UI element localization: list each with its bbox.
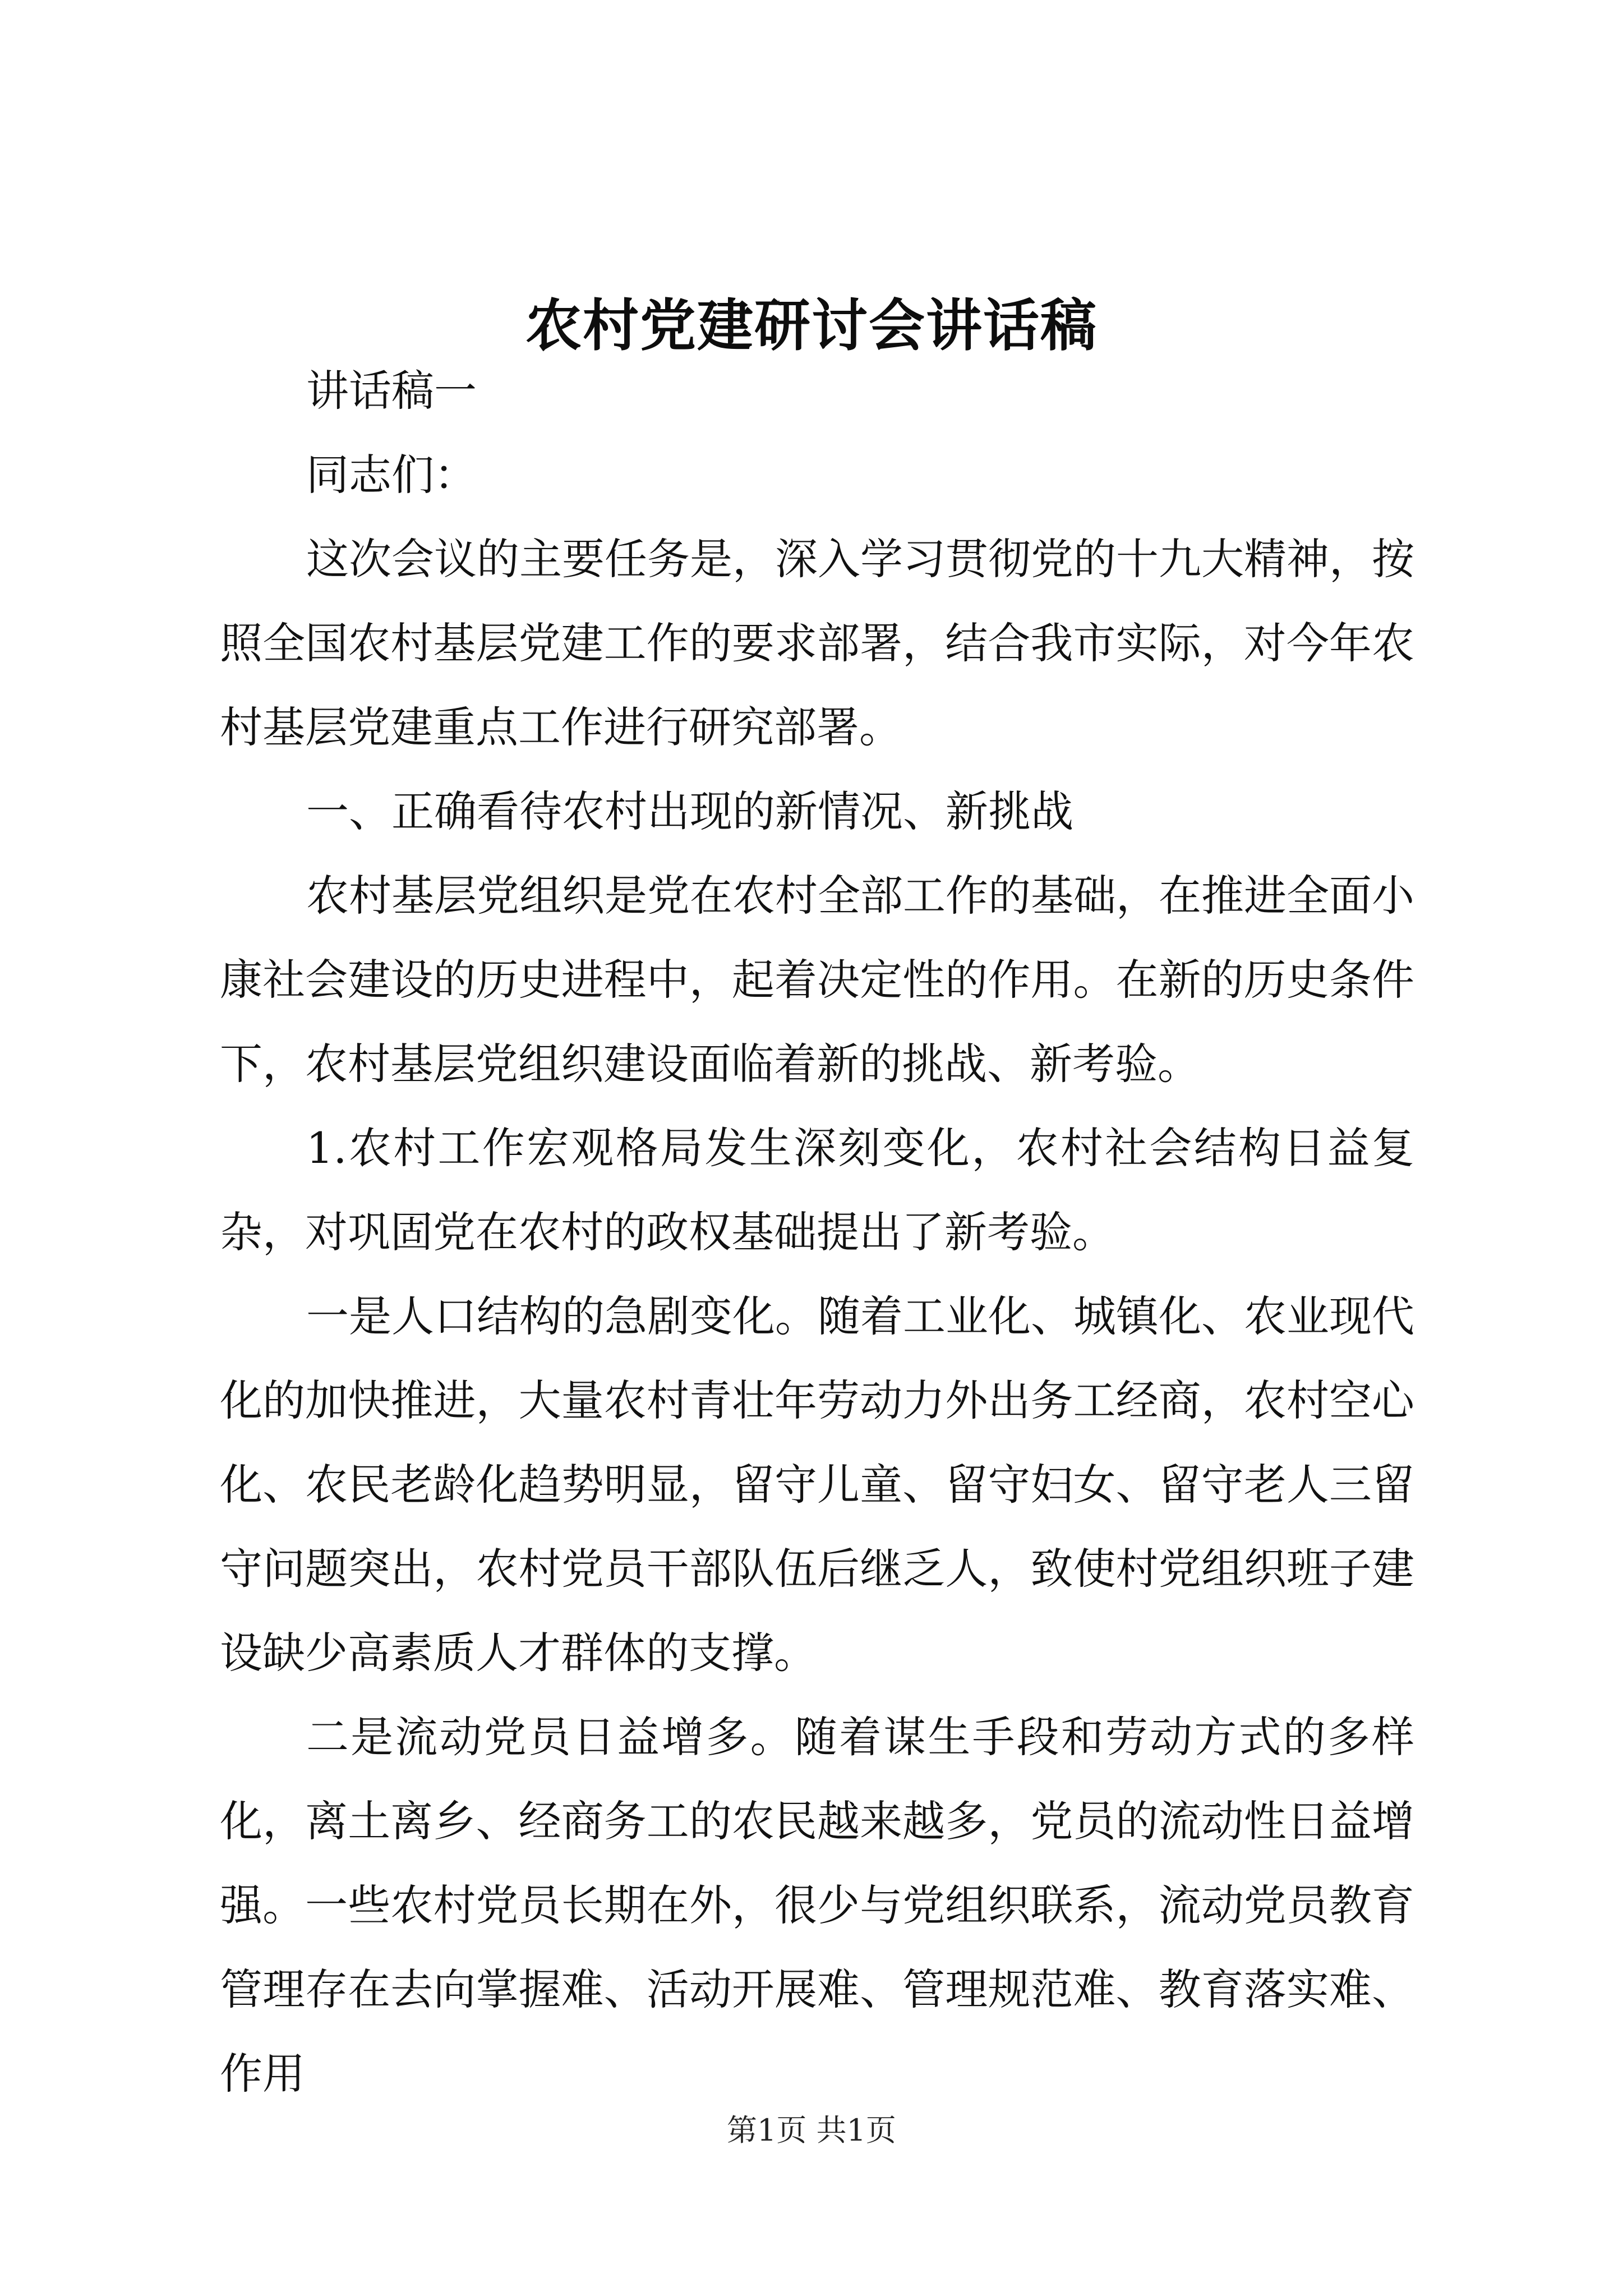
page-number-label: 第1页 共1页 [727,2113,896,2148]
paragraph-6: 1.农村工作宏观格局发生深刻变化，农村社会结构日益复杂，对巩固党在农村的政权基础提出了新考验。 [220,1123,1414,1257]
paragraph-1: 讲话稿一 [306,366,477,416]
paragraph-8: 二是流动党员日益增多。随着谋生手段和劳动方式的多样化，离土离乡、经商务工的农民越来越多，党员的流动性日益增强。一些农村党员长期在外，很少与党组织联系，流动党员教育管理存在去向掌握难、活动开展难、管理规范难、教育落实难、作用 [220,1712,1414,2099]
paragraph-7: 一是人口结构的急剧变化。随着工业化、城镇化、农业现代化的加快推进，大量农村青壮年劳动力外出务工经商，农村空心化、农民老龄化趋势明显，留守儿童、留守妇女、留守老人三留守问题突出，农村党员干部队伍后继乏人，致使村党组织班子建设缺少高素质人才群体的支撑。 [220,1291,1414,1678]
paragraph-4: 一、正确看待农村出现的新情况、新挑战 [306,786,1073,836]
paragraph-2: 同志们： [306,450,477,500]
paragraph-5: 农村基层党组织是党在农村全部工作的基础，在推进全面小康社会建设的历史进程中，起着决定性的作用。在新的历史条件下，农村基层党组织建设面临着新的挑战、新考验。 [220,871,1414,1089]
paragraph-3: 这次会议的主要任务是，深入学习贯彻党的十九大精神，按照全国农村基层党建工作的要求部署，结合我市实际，对今年农村基层党建重点工作进行研究部署。 [220,534,1414,752]
document-title: 农村党建研讨会讲话稿 [525,292,1098,358]
document-body [220,349,1414,2116]
page-footer [0,2108,1623,2153]
